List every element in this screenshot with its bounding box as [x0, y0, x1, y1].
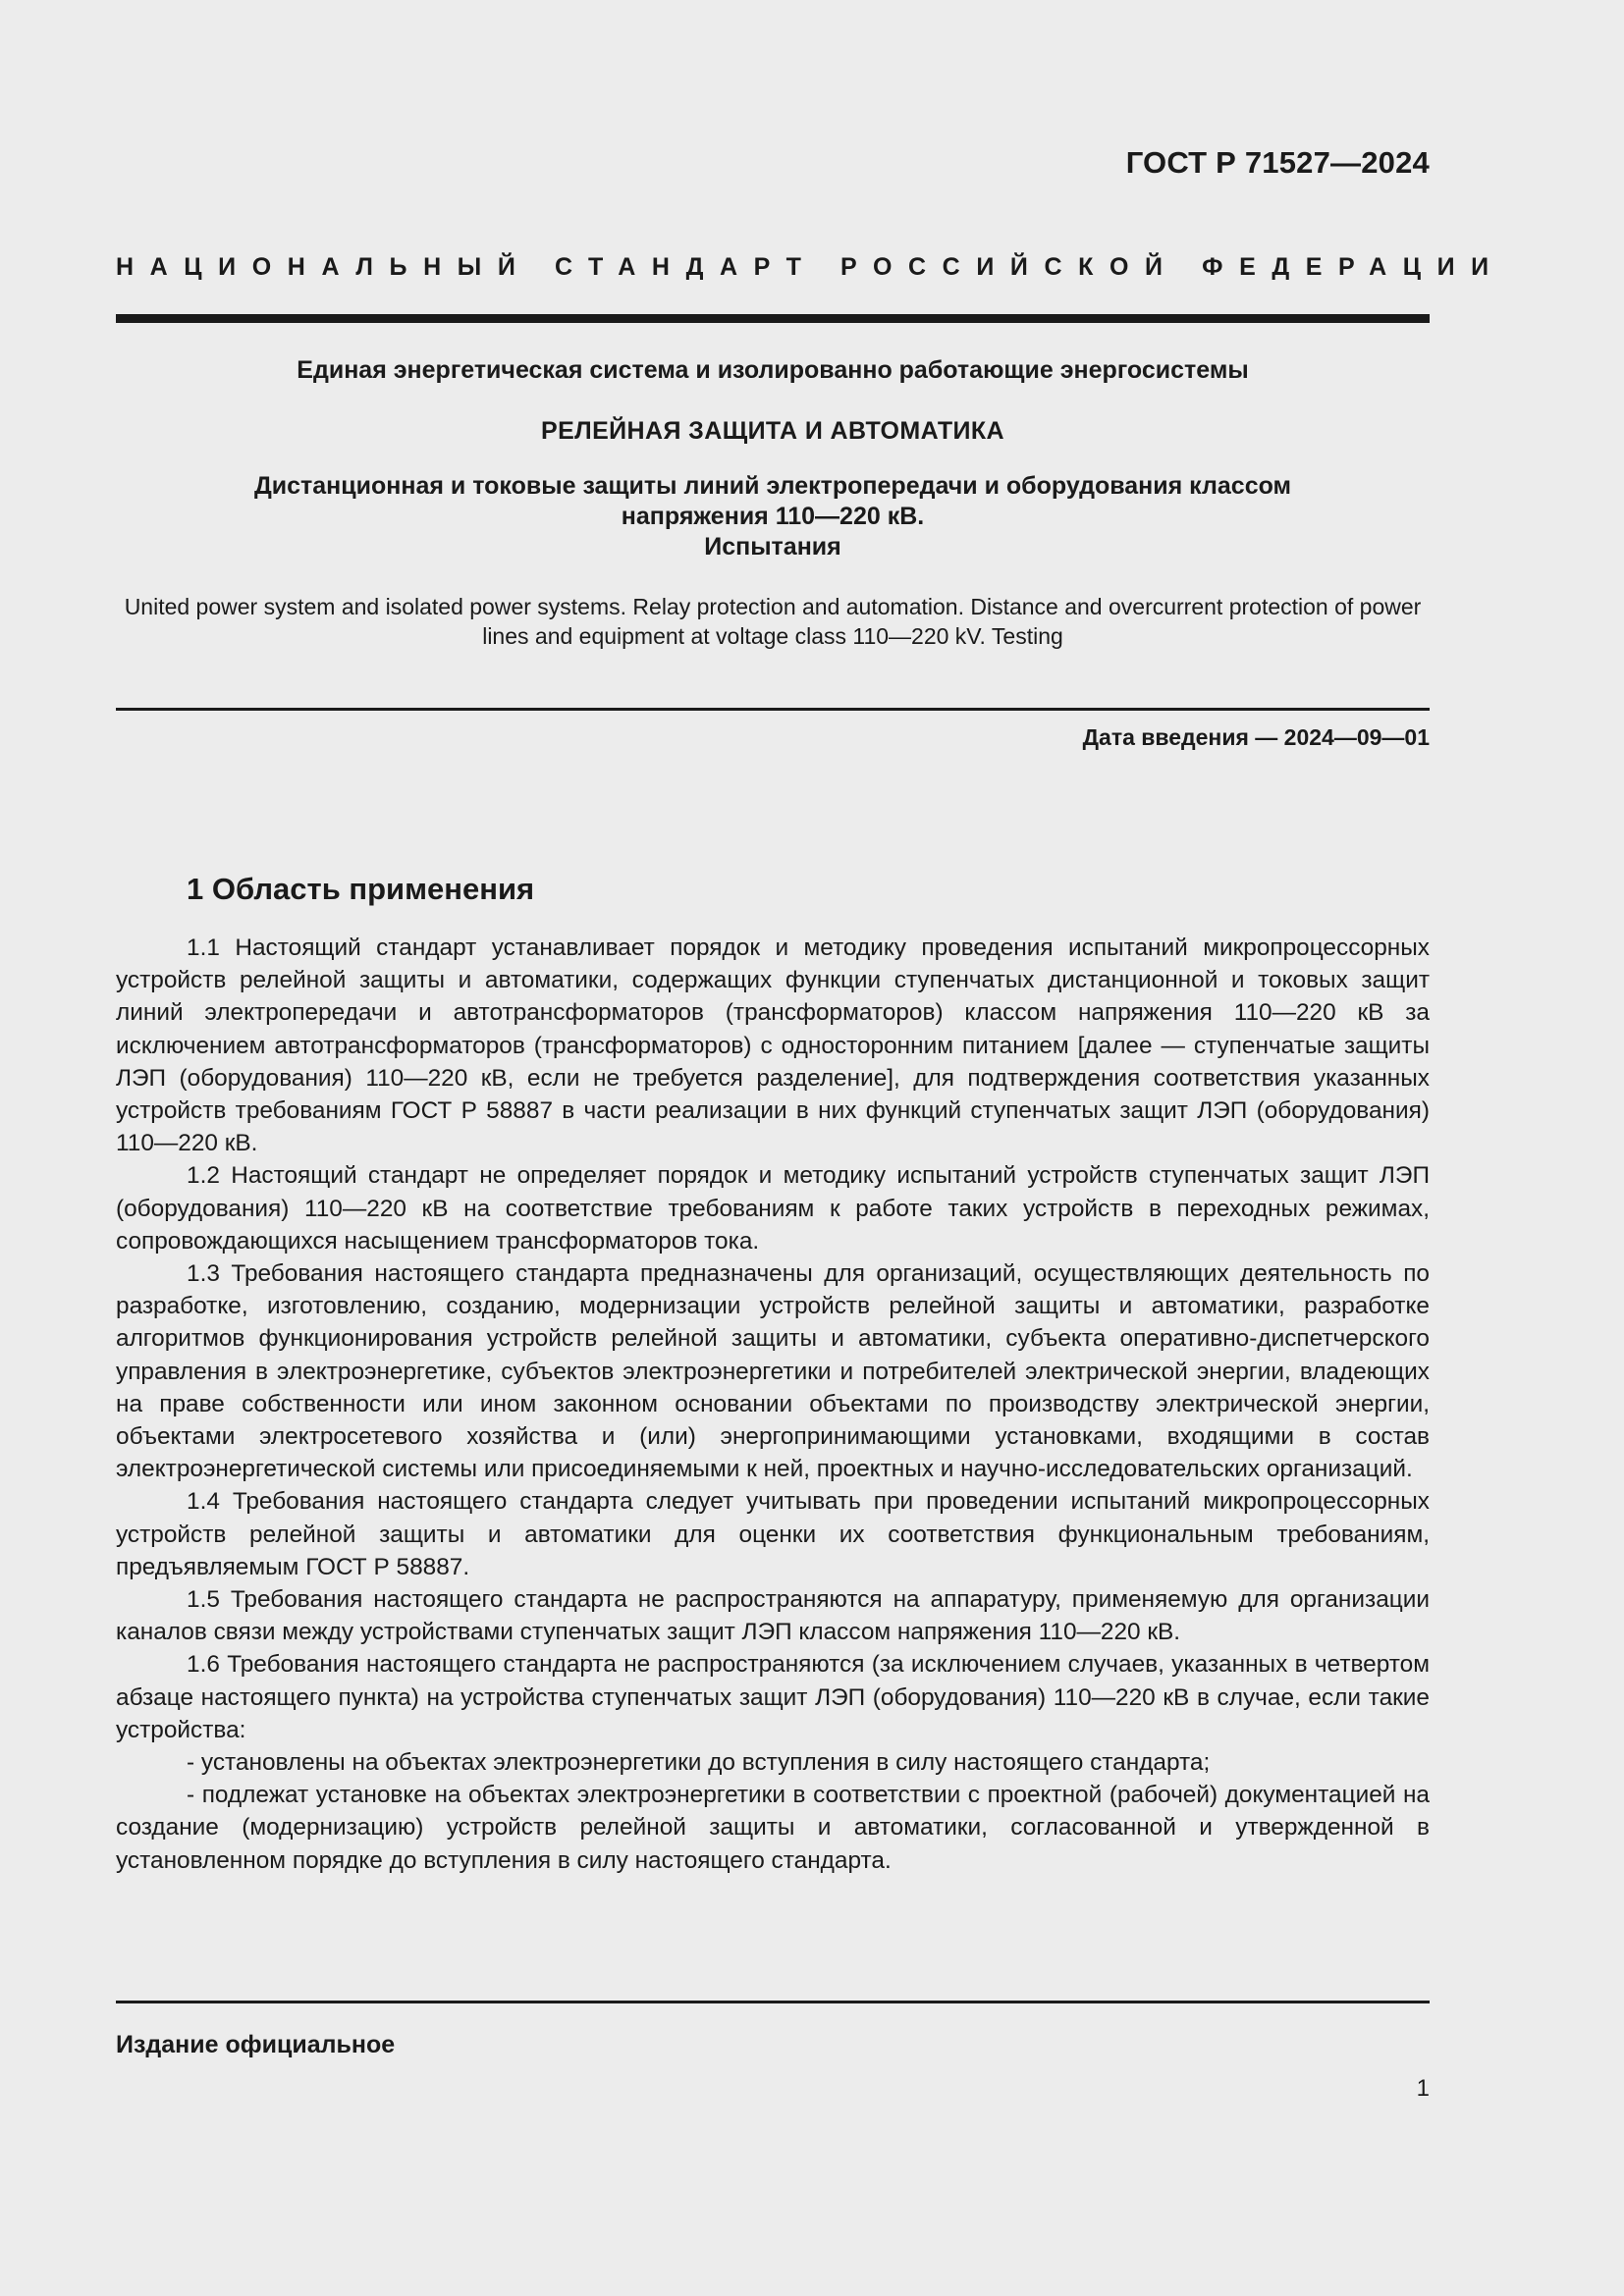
title-english: United power system and isolated power systems. Relay protection and automation. Distance and overcurrent protection of power lines and equipment at voltage class 110—220 kV. Testing [124, 594, 1422, 649]
title-subject-line-1: Дистанционная и токовые защиты линий электропередачи и оборудования классом [253, 472, 1292, 500]
document-page [116, 0, 1505, 2296]
section-body [116, 932, 1430, 1877]
document-code: ГОСТ Р 71527—2024 [1125, 145, 1430, 180]
paragraph-1-4: 1.4 Требования настоящего стандарта следует учитывать при проведении испытаний микропроцессорных устройств релейной защиты и автоматики для оценки их соответствия функциональным требованиям, предъявляемым ГОСТ Р 58887. [116, 1488, 1430, 1580]
title-system: Единая энергетическая система и изолированно работающие энергосистемы [297, 356, 1249, 384]
paragraph-1-2: 1.2 Настоящий стандарт не определяет порядок и методику испытаний устройств ступенчатых защит ЛЭП (оборудования) 110—220 кВ на соответствие требованиям к работе таких устройств в переходных режимах, сопровождающихся насыщением трансформаторов тока. [116, 1162, 1430, 1255]
official-edition-label: Издание официальное [116, 2031, 396, 2058]
title-subject [116, 471, 1430, 562]
title-main: РЕЛЕЙНАЯ ЗАЩИТА И АВТОМАТИКА [541, 417, 1004, 445]
header-divider [116, 314, 1430, 323]
page-number: 1 [1416, 2075, 1430, 2102]
title-divider [116, 708, 1430, 711]
introduction-date: Дата введения — 2024—09—01 [1082, 724, 1430, 750]
title-subject-line-2: напряжения 110—220 кВ. [621, 503, 925, 530]
section-heading: 1 Область применения [187, 872, 535, 906]
title-subject-line-3: Испытания [704, 533, 841, 561]
national-standard-caption: НАЦИОНАЛЬНЫЙ СТАНДАРТ РОССИЙСКОЙ ФЕДЕРАЦИИ [116, 253, 1505, 281]
paragraph-1-3: 1.3 Требования настоящего стандарта предназначены для организаций, осуществляющих деятельность по разработке, изготовлению, созданию, модернизации устройств релейной защиты и автоматики, разработке алгоритмов функционирования устройств релейной защиты и автоматики, субъекта оперативно-диспетчерского управления в электроэнергетике, субъектов электроэнергетики и потребителей электрической энергии, владеющих на праве собственности или ином законном основании объектами по производству электрической энергии, объектами электросетевого хозяйства и (или) энергопринимающими установками, входящими в состав электроэнергетической системы или присоединяемыми к ней, проектных и научно-исследовательских организаций. [116, 1260, 1430, 1483]
footer-divider [116, 2001, 1430, 2003]
paragraph-1-1: 1.1 Настоящий стандарт устанавливает порядок и методику проведения испытаний микропроцессорных устройств релейной защиты и автоматики, содержащих функции ступенчатых дистанционной и токовых защит линий электропередачи и автотрансформаторов (трансформаторов) классом напряжения 110—220 кВ за исключением автотрансформаторов (трансформаторов) с односторонним питанием [далее — ступенчатые защиты ЛЭП (оборудования) 110—220 кВ, если не требуется разделение], для подтверждения соответствия указанных устройств требованиям ГОСТ Р 58887 в части реализации в них функций ступенчатых защит ЛЭП (оборудования) 110—220 кВ. [116, 934, 1430, 1157]
list-item-planned: - подлежат установке на объектах электроэнергетики в соответствии с проектной (рабочей) документацией на создание (модернизацию) устройств релейной защиты и автоматики, согласованной и утвержденной в установленном порядке до вступления в силу настоящего стандарта. [116, 1782, 1430, 1874]
paragraph-1-6: 1.6 Требования настоящего стандарта не распространяются (за исключением случаев, указанных в четвертом абзаце настоящего пункта) на устройства ступенчатых защит ЛЭП (оборудования) 110—220 кВ в случае, если такие устройства: [116, 1651, 1430, 1743]
list-item-installed: - установлены на объектах электроэнергетики до вступления в силу настоящего стандарта; [187, 1749, 1211, 1777]
paragraph-1-5: 1.5 Требования настоящего стандарта не распространяются на аппаратуру, применяемую для организации каналов связи между устройствами ступенчатых защит ЛЭП классом напряжения 110—220 кВ. [116, 1586, 1430, 1646]
title-block [116, 349, 1430, 651]
